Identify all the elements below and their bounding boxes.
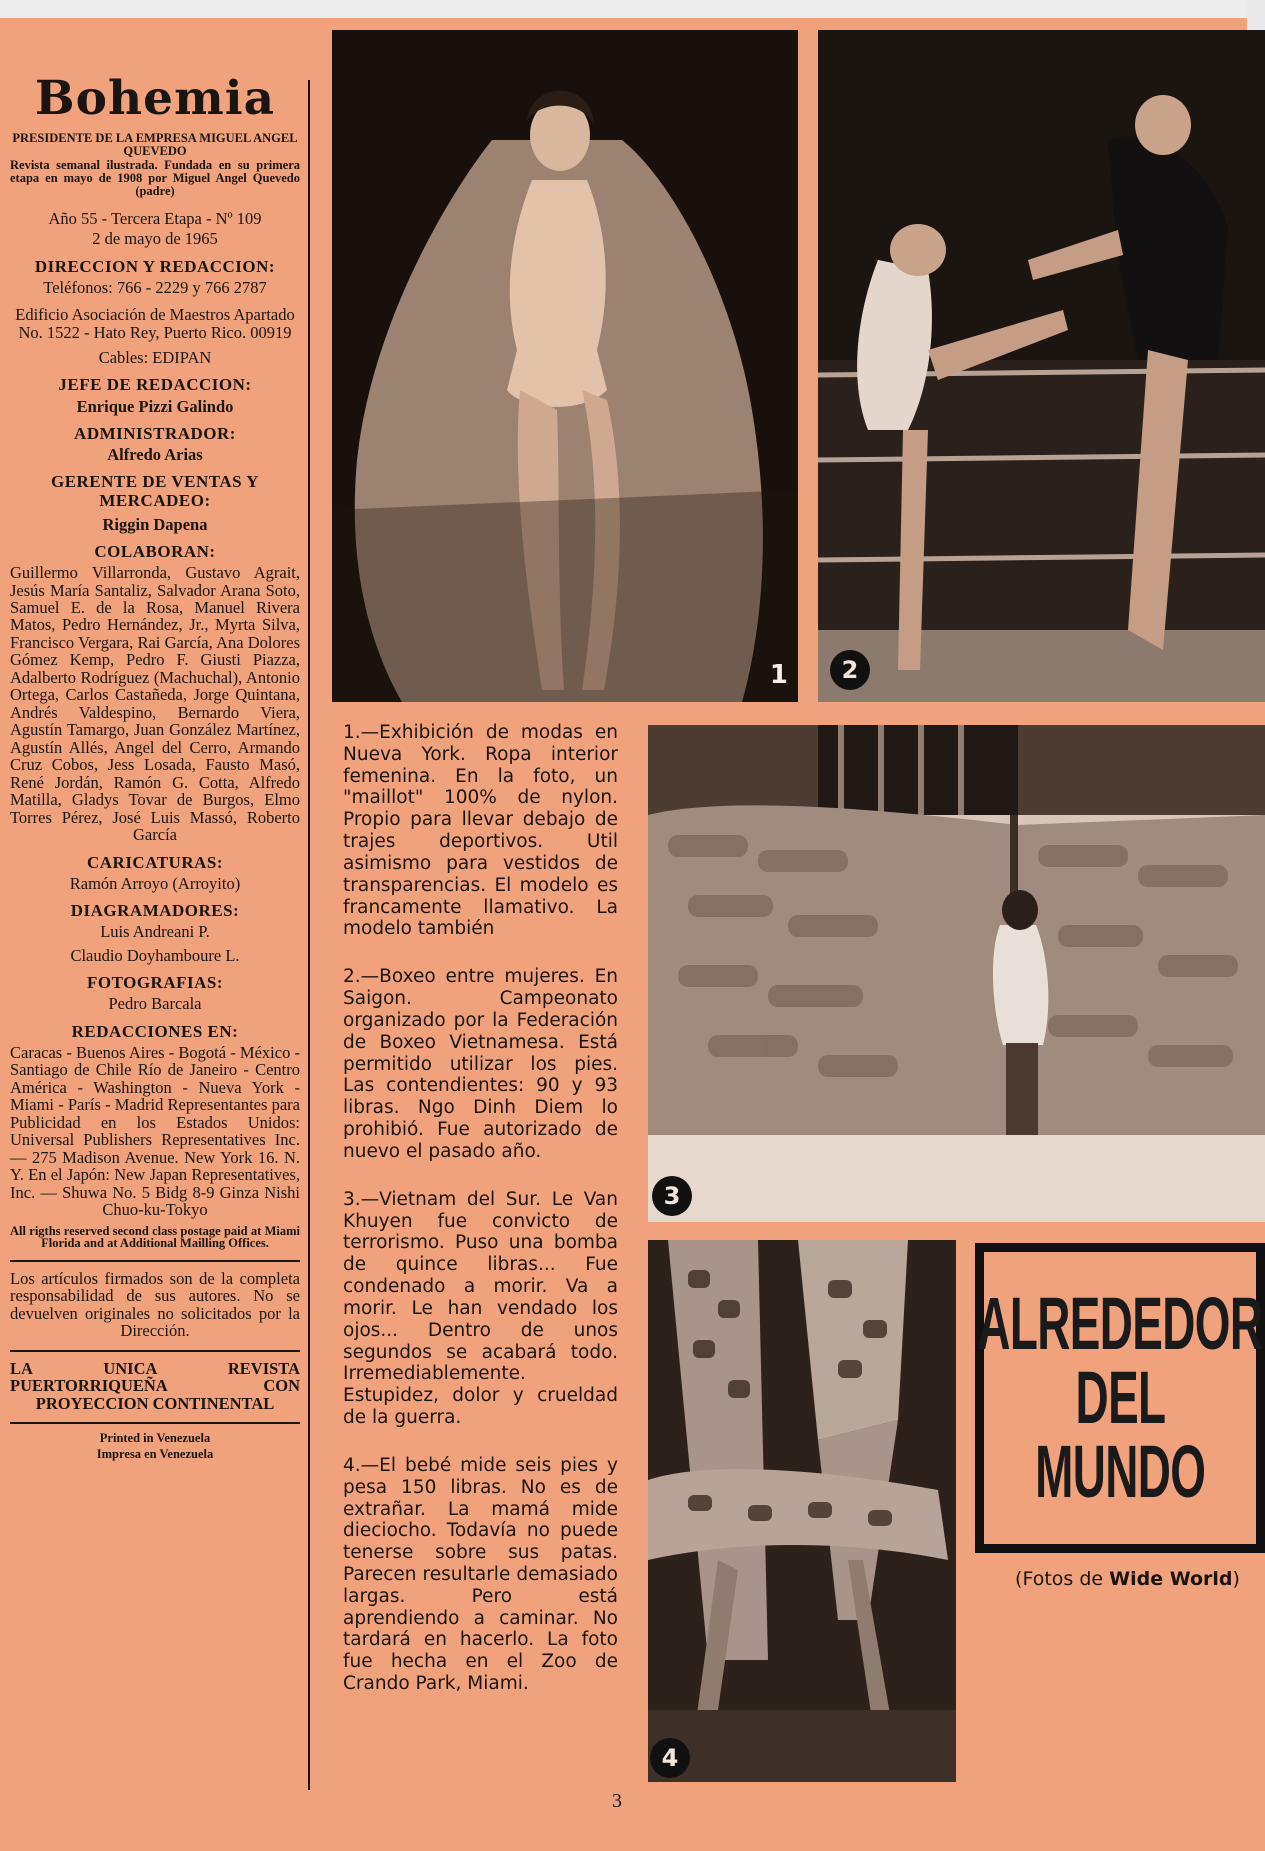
page-number: 3 [612,1790,622,1812]
credit-suffix: ) [1232,1568,1240,1590]
caption-3: 3.—Vietnam del Sur. Le Van Khuyen fue convicto de terrorismo. Puso una bomba de quince libras... Fue condenado a morir. Va a morir. Le han vendado los ojos... Dentro de unos segundos se acabará todo. Irremediablemente. Estupidez, dolor y crueldad de la guerra. [343,1188,618,1429]
photo-boxing [818,30,1265,702]
jefe-name: Enrique Pizzi Galindo [76,396,234,416]
section-title-line-1: ALREDEDOR [977,1282,1263,1365]
gerente-name: Riggin Dapena [102,514,208,534]
divider [10,1260,300,1262]
caption-1: 1.—Exhibición de modas en Nueva York. Ropa interior femenina. En la foto, un "maillot" 100% de nylon. Propio para llevar debajo de trajes deportivos. Util asimismo para vestidos de transparencias. El modelo es francamente llamativo. La modelo también [343,722,618,940]
issue-date: 2 de mayo de 1965 [92,229,218,249]
credit-prefix: (Fotos de [1015,1568,1110,1590]
photo-sandbags [648,725,1265,1222]
address: Edificio Asociación de Maestros Apartado No. 1522 - Hato Rey, Puerto Rico. 00919 [15,305,295,342]
column-divider [308,80,310,1790]
redacciones-heading: REDACCIONES EN: [71,1021,239,1041]
photo-giraffes [648,1240,956,1782]
photo-number-1: 1 [769,660,788,690]
caricaturas-name: Ramón Arroyo (Arroyito) [69,873,241,893]
printed-line: Printed in Venezuela [99,1431,211,1445]
photo-fashion-model [332,30,798,702]
photo-number-2: 2 [830,650,870,690]
admin-name: Alfredo Arias [107,445,203,464]
diagramador-2: Claudio Doyhamboure L. [70,945,240,965]
telefonos: Teléfonos: 766 - 2229 y 766 2787 [43,277,267,297]
fotografias-name: Pedro Barcala [108,994,202,1014]
cables: Cables: EDIPAN [98,348,212,367]
section-title-line-3: MUNDO [1034,1430,1206,1513]
captions-column [343,722,618,1721]
divider [10,1422,300,1424]
section-title-line-2: DEL [1075,1356,1165,1439]
gerente-heading: GERENTE DE VENTAS Y MERCADEO: [50,472,260,510]
section-title-box [975,1243,1265,1553]
issue-line: Año 55 - Tercera Etapa - Nº 109 [48,208,262,228]
rights-notice: All rigths reserved second class postage paid at Miami Florida and at Additional Mailling Offices. [10,1223,300,1251]
jefe-heading: JEFE DE REDACCION: [58,375,252,395]
slogan: LA UNICA REVISTA PUERTORRIQUEÑA CON PROYECCION CONTINENTAL [10,1358,300,1413]
caption-2: 2.—Boxeo entre mujeres. En Saigon. Campeonato organizado por la Federación de Boxeo Vietnamesa. Está permitido utilizar los pies. Las contendientes: 90 y 93 libras. Ngo Dinh Diem lo prohibió. Fue autorizado de nuevo el pasado año. [343,966,618,1162]
magazine-logo: Bohemia [34,71,276,126]
impresa-line: Impresa en Venezuela [96,1446,214,1461]
colaboran-heading: COLABORAN: [94,542,216,561]
admin-heading: ADMINISTRADOR: [74,423,236,443]
divider [10,1350,300,1352]
fotografias-heading: FOTOGRAFIAS: [86,973,224,993]
photo-number-3: 3 [652,1176,692,1216]
photo-number-4: 4 [650,1738,690,1778]
photo-credit [990,1568,1265,1590]
caricaturas-heading: CARICATURAS: [86,852,224,872]
page-top-edge [0,0,1265,18]
masthead [10,70,300,1463]
president-line: PRESIDENTE DE LA EMPRESA MIGUEL ANGEL QUEVEDO [12,130,298,158]
founding-line: Revista semanal ilustrada. Fundada en su primera etapa en mayo de 1908 por Miguel Angel Quevedo (padre) [10,158,300,198]
caption-4: 4.—El bebé mide seis pies y pesa 150 libras. No es de extrañar. La mamá mide dieciocho. Todavía no puede tenerse sobre sus patas. Parecen resultarle demasiado largas. Pero está aprendiendo a caminar. No tardará en hacerlo. La foto fue hecha en el Zoo de Crando Park, Miami. [343,1454,618,1695]
disclaimer: Los artículos firmados son de la completa responsabilidad de sus autores. No se devuelven originales no solicitados por la Dirección. [10,1268,300,1341]
colaboran-list: Guillermo Villarronda, Gustavo Agrait, Jesús María Santaliz, Salvador Arana Soto, Samuel E. de la Rosa, Manuel Rivera Matos, Pedro Hernández, Jr., Myrta Silva, Francisco Vergara, Rai García, Ana Dolores Gómez Kemp, Pedro F. Giusti Piazza, Adalberto Rodríguez (Machuchal), Antonio Ortega, Carlos Castañeda, Jorge Quintana, Andrés Valdespino, Bernardo Viera, Agustín Tamargo, Juan González Martínez, Agustín Allés, Angel del Cerro, Armando Cruz Cobos, Jess Losada, Fausto Masó, René Jordán, Ramón G. Cotta, Alfredo Matilla, Gladys Tovar de Burgos, Elmo Torres Pérez, José Luis Massó, Roberto García [10,563,300,845]
diagramadores-heading: DIAGRAMADORES: [70,901,240,921]
direccion-heading: DIRECCION Y REDACCION: [34,256,276,276]
diagramador-1: Luis Andreani P. [100,922,210,942]
credit-source: Wide World [1109,1568,1233,1590]
redacciones-text: Caracas - Buenos Aires - Bogotá - México - Santiago de Chile Río de Janeiro - Centro América - Washington - Nueva York - Miami - París - Madrid Representantes para Publicidad en los Estados Unidos: Universal Publishers Representatives Inc. — 275 Madison Avenue. New York 16. N. Y. En el Japón: New Japan Representatives, Inc. — Shuwa No. 5 Bidg 8-9 Ginza Nishi Chuo-ku-Tokyo [10,1042,300,1220]
